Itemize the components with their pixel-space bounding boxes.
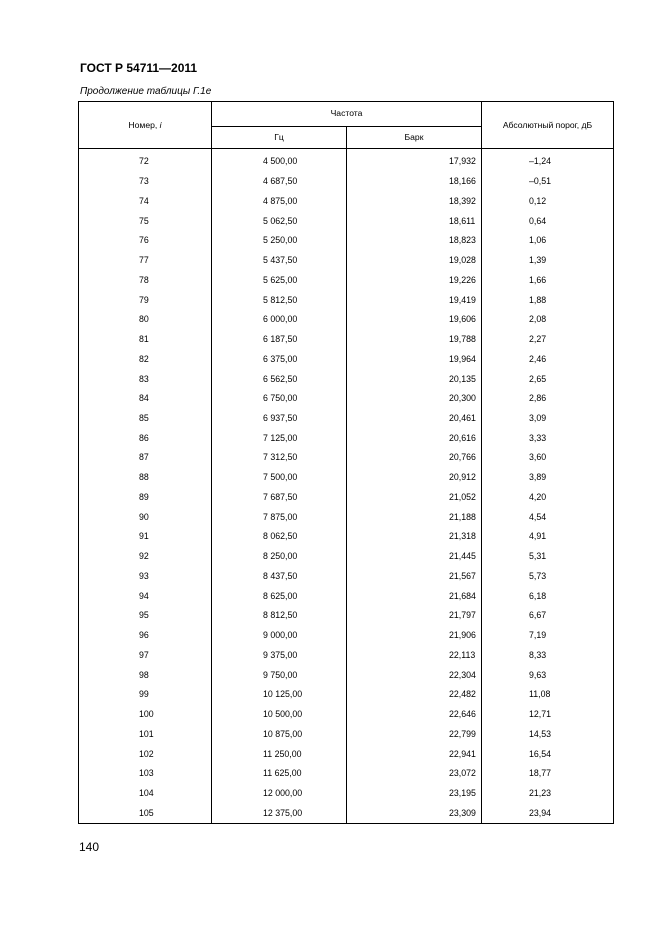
cell-threshold: 2,08	[482, 310, 614, 330]
cell-hz: 10 125,00	[212, 685, 347, 705]
cell-number: 82	[79, 349, 212, 369]
table-row	[79, 507, 614, 527]
cell-threshold: 4,54	[482, 507, 614, 527]
cell-threshold: 14,53	[482, 724, 614, 744]
cell-threshold: 23,94	[482, 803, 614, 823]
cell-bark: 21,684	[347, 586, 482, 606]
table-row	[79, 705, 614, 725]
cell-threshold: 2,65	[482, 369, 614, 389]
cell-bark: 21,567	[347, 566, 482, 586]
cell-number: 83	[79, 369, 212, 389]
cell-hz: 12 375,00	[212, 803, 347, 823]
cell-bark: 20,300	[347, 389, 482, 409]
table-row	[79, 409, 614, 429]
table-row	[79, 369, 614, 389]
cell-bark: 18,392	[347, 191, 482, 211]
cell-number: 89	[79, 487, 212, 507]
cell-number: 96	[79, 626, 212, 646]
cell-bark: 23,072	[347, 764, 482, 784]
cell-hz: 8 250,00	[212, 547, 347, 567]
cell-hz: 11 625,00	[212, 764, 347, 784]
table-row	[79, 566, 614, 586]
cell-threshold: 11,08	[482, 685, 614, 705]
cell-hz: 6 000,00	[212, 310, 347, 330]
cell-threshold: –0,51	[482, 172, 614, 192]
page-number: 140	[79, 840, 100, 854]
cell-threshold: 16,54	[482, 744, 614, 764]
header-hz: Гц	[212, 126, 347, 148]
cell-number: 80	[79, 310, 212, 330]
table-row	[79, 428, 614, 448]
cell-number: 78	[79, 270, 212, 290]
table-row	[79, 527, 614, 547]
table-row	[79, 211, 614, 231]
cell-bark: 21,188	[347, 507, 482, 527]
table-row	[79, 270, 614, 290]
cell-threshold: 6,67	[482, 606, 614, 626]
table-body	[79, 149, 614, 824]
document-title: ГОСТ Р 54711—2011	[80, 61, 198, 75]
cell-hz: 6 375,00	[212, 349, 347, 369]
cell-threshold: 1,66	[482, 270, 614, 290]
header-frequency: Частота	[212, 102, 482, 127]
cell-bark: 17,932	[347, 149, 482, 172]
cell-bark: 21,445	[347, 547, 482, 567]
cell-threshold: 1,88	[482, 290, 614, 310]
cell-threshold: 2,46	[482, 349, 614, 369]
cell-threshold: 2,86	[482, 389, 614, 409]
cell-threshold: 3,33	[482, 428, 614, 448]
table-row	[79, 149, 614, 172]
table-row	[79, 764, 614, 784]
cell-hz: 8 062,50	[212, 527, 347, 547]
cell-bark: 20,912	[347, 468, 482, 488]
cell-threshold: 1,06	[482, 231, 614, 251]
cell-bark: 22,941	[347, 744, 482, 764]
cell-bark: 19,028	[347, 251, 482, 271]
cell-threshold: 9,63	[482, 665, 614, 685]
cell-bark: 22,482	[347, 685, 482, 705]
cell-number: 81	[79, 330, 212, 350]
cell-bark: 23,309	[347, 803, 482, 823]
cell-threshold: 0,64	[482, 211, 614, 231]
cell-hz: 9 000,00	[212, 626, 347, 646]
cell-number: 91	[79, 527, 212, 547]
cell-threshold: –1,24	[482, 149, 614, 172]
cell-number: 93	[79, 566, 212, 586]
cell-threshold: 1,39	[482, 251, 614, 271]
table-row	[79, 586, 614, 606]
table-row	[79, 468, 614, 488]
cell-bark: 19,606	[347, 310, 482, 330]
cell-hz: 7 500,00	[212, 468, 347, 488]
cell-number: 76	[79, 231, 212, 251]
cell-hz: 8 812,50	[212, 606, 347, 626]
cell-threshold: 6,18	[482, 586, 614, 606]
cell-hz: 6 750,00	[212, 389, 347, 409]
cell-bark: 19,226	[347, 270, 482, 290]
cell-bark: 22,304	[347, 665, 482, 685]
cell-threshold: 0,12	[482, 191, 614, 211]
cell-hz: 7 125,00	[212, 428, 347, 448]
cell-number: 85	[79, 409, 212, 429]
cell-bark: 21,906	[347, 626, 482, 646]
table-row	[79, 191, 614, 211]
cell-bark: 20,135	[347, 369, 482, 389]
cell-threshold: 4,91	[482, 527, 614, 547]
table-row	[79, 744, 614, 764]
cell-threshold: 8,33	[482, 645, 614, 665]
table-row	[79, 645, 614, 665]
table-row	[79, 665, 614, 685]
table-row	[79, 784, 614, 804]
cell-bark: 22,646	[347, 705, 482, 725]
header-number-label: Номер, i	[128, 119, 162, 130]
cell-bark: 18,823	[347, 231, 482, 251]
cell-number: 87	[79, 448, 212, 468]
cell-number: 77	[79, 251, 212, 271]
cell-bark: 19,788	[347, 330, 482, 350]
cell-bark: 22,113	[347, 645, 482, 665]
cell-threshold: 7,19	[482, 626, 614, 646]
table-row	[79, 626, 614, 646]
frequency-table	[78, 101, 614, 824]
cell-number: 73	[79, 172, 212, 192]
cell-number: 94	[79, 586, 212, 606]
cell-number: 100	[79, 705, 212, 725]
cell-hz: 5 062,50	[212, 211, 347, 231]
cell-threshold: 2,27	[482, 330, 614, 350]
cell-number: 101	[79, 724, 212, 744]
cell-number: 102	[79, 744, 212, 764]
cell-threshold: 18,77	[482, 764, 614, 784]
cell-bark: 18,611	[347, 211, 482, 231]
cell-hz: 8 625,00	[212, 586, 347, 606]
cell-threshold: 5,73	[482, 566, 614, 586]
table-row	[79, 290, 614, 310]
cell-number: 103	[79, 764, 212, 784]
table-row	[79, 172, 614, 192]
cell-number: 75	[79, 211, 212, 231]
cell-threshold: 5,31	[482, 547, 614, 567]
cell-number: 84	[79, 389, 212, 409]
cell-number: 86	[79, 428, 212, 448]
table-row	[79, 251, 614, 271]
table-row	[79, 231, 614, 251]
cell-number: 105	[79, 803, 212, 823]
cell-number: 74	[79, 191, 212, 211]
cell-number: 95	[79, 606, 212, 626]
cell-number: 104	[79, 784, 212, 804]
cell-hz: 6 937,50	[212, 409, 347, 429]
cell-threshold: 12,71	[482, 705, 614, 725]
cell-bark: 20,616	[347, 428, 482, 448]
cell-hz: 8 437,50	[212, 566, 347, 586]
cell-bark: 18,166	[347, 172, 482, 192]
cell-hz: 4 500,00	[212, 149, 347, 172]
table-row	[79, 330, 614, 350]
cell-number: 92	[79, 547, 212, 567]
cell-hz: 11 250,00	[212, 744, 347, 764]
cell-hz: 7 312,50	[212, 448, 347, 468]
cell-number: 79	[79, 290, 212, 310]
cell-threshold: 4,20	[482, 487, 614, 507]
table-row	[79, 685, 614, 705]
cell-number: 99	[79, 685, 212, 705]
table-row	[79, 803, 614, 823]
table-row	[79, 724, 614, 744]
cell-bark: 23,195	[347, 784, 482, 804]
cell-hz: 10 500,00	[212, 705, 347, 725]
cell-bark: 22,799	[347, 724, 482, 744]
table-row	[79, 487, 614, 507]
cell-bark: 21,797	[347, 606, 482, 626]
cell-number: 90	[79, 507, 212, 527]
cell-hz: 12 000,00	[212, 784, 347, 804]
cell-bark: 20,461	[347, 409, 482, 429]
cell-bark: 21,318	[347, 527, 482, 547]
cell-hz: 7 687,50	[212, 487, 347, 507]
cell-hz: 9 375,00	[212, 645, 347, 665]
cell-bark: 21,052	[347, 487, 482, 507]
cell-hz: 5 625,00	[212, 270, 347, 290]
cell-threshold: 3,89	[482, 468, 614, 488]
cell-bark: 20,766	[347, 448, 482, 468]
header-number	[79, 102, 212, 149]
header-threshold: Абсолютный порог, дБ	[482, 102, 614, 149]
cell-hz: 5 250,00	[212, 231, 347, 251]
table-row	[79, 448, 614, 468]
cell-threshold: 3,09	[482, 409, 614, 429]
table-row	[79, 547, 614, 567]
cell-hz: 7 875,00	[212, 507, 347, 527]
cell-number: 97	[79, 645, 212, 665]
cell-hz: 6 187,50	[212, 330, 347, 350]
header-bark: Барк	[347, 126, 482, 148]
table-row	[79, 606, 614, 626]
cell-number: 98	[79, 665, 212, 685]
cell-number: 88	[79, 468, 212, 488]
table-caption: Продолжение таблицы Г.1е	[80, 86, 212, 97]
cell-bark: 19,419	[347, 290, 482, 310]
cell-hz: 4 875,00	[212, 191, 347, 211]
cell-hz: 10 875,00	[212, 724, 347, 744]
cell-threshold: 3,60	[482, 448, 614, 468]
cell-hz: 4 687,50	[212, 172, 347, 192]
table-row	[79, 389, 614, 409]
cell-bark: 19,964	[347, 349, 482, 369]
cell-hz: 5 437,50	[212, 251, 347, 271]
table-row	[79, 310, 614, 330]
cell-number: 72	[79, 149, 212, 172]
cell-hz: 5 812,50	[212, 290, 347, 310]
cell-hz: 9 750,00	[212, 665, 347, 685]
table-row	[79, 349, 614, 369]
cell-hz: 6 562,50	[212, 369, 347, 389]
cell-threshold: 21,23	[482, 784, 614, 804]
